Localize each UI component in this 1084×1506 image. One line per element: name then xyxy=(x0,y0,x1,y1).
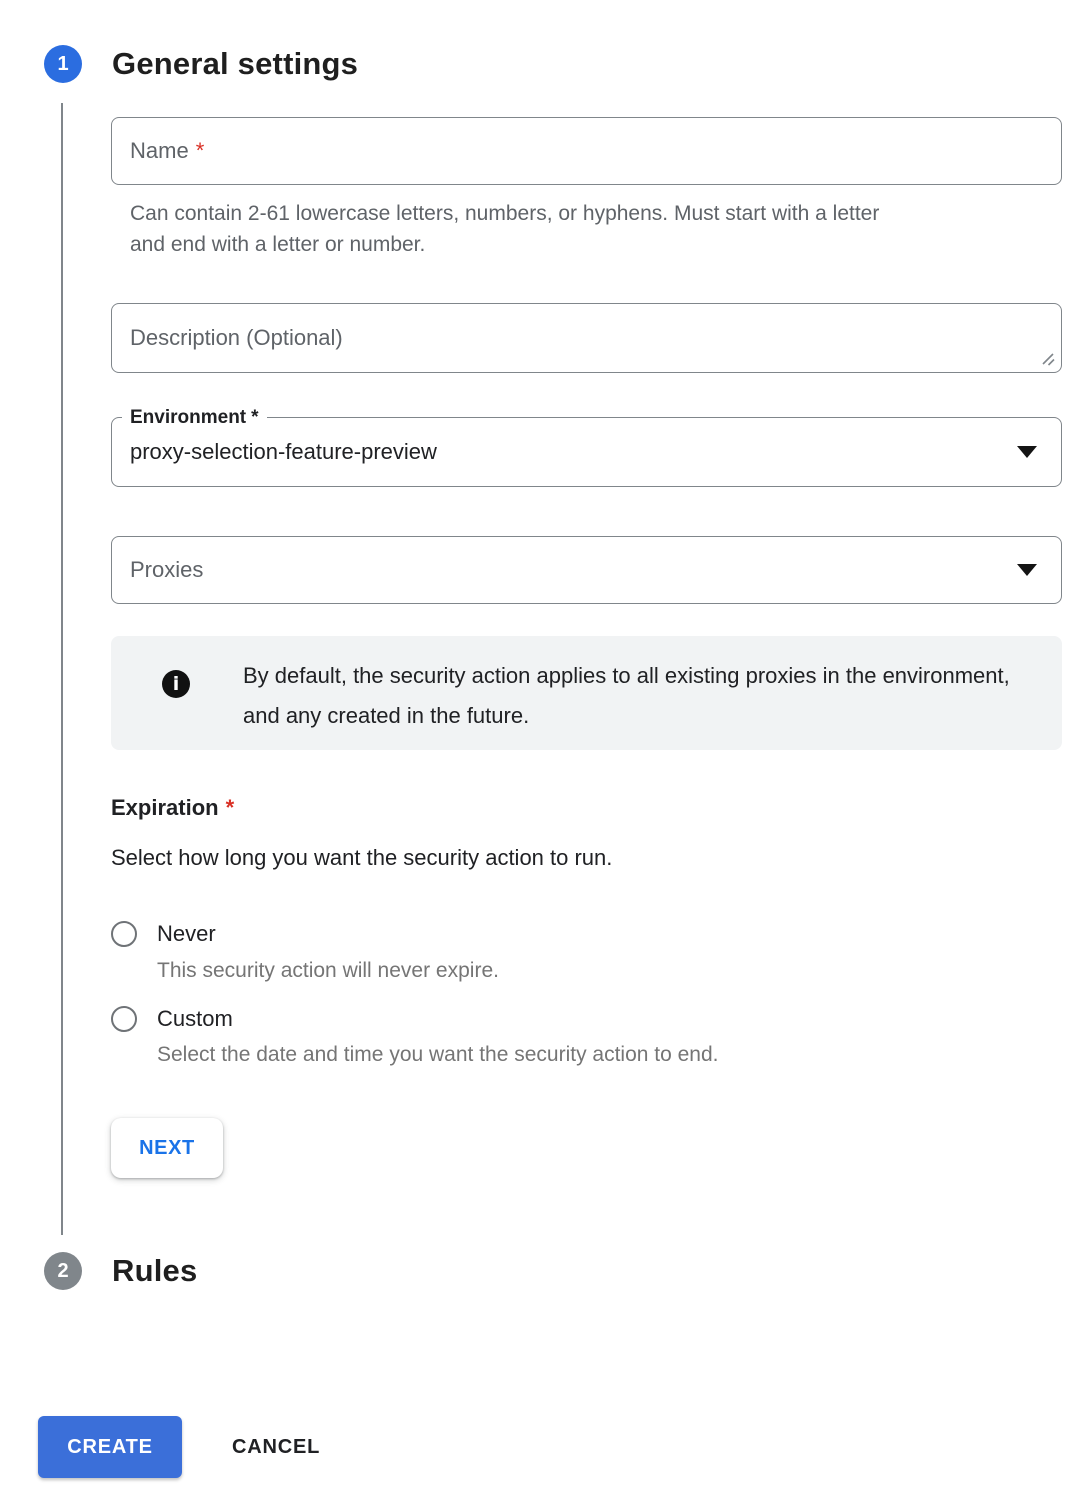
info-banner-text: By default, the security action applies to all existing proxies in the environment, and any created in the future. xyxy=(243,663,1010,728)
name-input[interactable] xyxy=(111,117,1062,185)
expiration-option-custom-label: Custom xyxy=(157,1006,233,1031)
dropdown-arrow-icon xyxy=(1017,564,1037,576)
environment-label: Environment * xyxy=(122,404,267,432)
expiration-description: Select how long you want the security action to run. xyxy=(111,845,613,870)
radio-unchecked-icon[interactable] xyxy=(111,921,137,947)
environment-required-asterisk: * xyxy=(251,407,259,428)
name-placeholder: Name xyxy=(130,138,189,163)
resize-handle-icon[interactable] xyxy=(1040,351,1056,367)
radio-unchecked-icon[interactable] xyxy=(111,1006,137,1032)
expiration-option-custom[interactable] xyxy=(111,1005,1062,1033)
info-banner xyxy=(111,636,1062,750)
environment-select[interactable] xyxy=(111,407,1062,487)
create-button[interactable]: CREATE xyxy=(38,1416,182,1478)
info-icon xyxy=(162,670,190,698)
step-1-indicator: 1 xyxy=(44,45,82,83)
next-button[interactable]: NEXT xyxy=(111,1118,223,1178)
expiration-option-never-label: Never xyxy=(157,921,216,946)
name-required-asterisk: * xyxy=(195,138,205,163)
description-placeholder: Description (Optional) xyxy=(130,325,343,350)
footer-actions xyxy=(0,1416,1084,1478)
step-1-header xyxy=(44,45,1084,83)
expiration-label: Expiration * xyxy=(111,795,235,820)
cancel-button[interactable]: CANCEL xyxy=(232,1435,321,1458)
step-1-title: General settings xyxy=(112,46,359,81)
step-2-header xyxy=(44,1252,1084,1290)
step-2-indicator: 2 xyxy=(44,1252,82,1290)
step-2-title: Rules xyxy=(112,1253,198,1288)
expiration-option-custom-description: Select the date and time you want the security action to end. xyxy=(157,1043,719,1066)
name-helper-text: Can contain 2-61 lowercase letters, numbers, or hyphens. Must start with a letter and end with a letter or number. xyxy=(130,202,880,256)
expiration-option-never[interactable] xyxy=(111,920,1062,948)
expiration-option-never-description: This security action will never expire. xyxy=(157,959,499,982)
proxies-select[interactable] xyxy=(111,536,1062,604)
environment-value: proxy-selection-feature-preview xyxy=(130,439,437,464)
description-input[interactable] xyxy=(111,303,1062,373)
dropdown-arrow-icon xyxy=(1017,446,1037,458)
proxies-placeholder: Proxies xyxy=(130,557,204,582)
step-connector-line xyxy=(61,103,63,1235)
expiration-required-asterisk: * xyxy=(225,795,235,820)
